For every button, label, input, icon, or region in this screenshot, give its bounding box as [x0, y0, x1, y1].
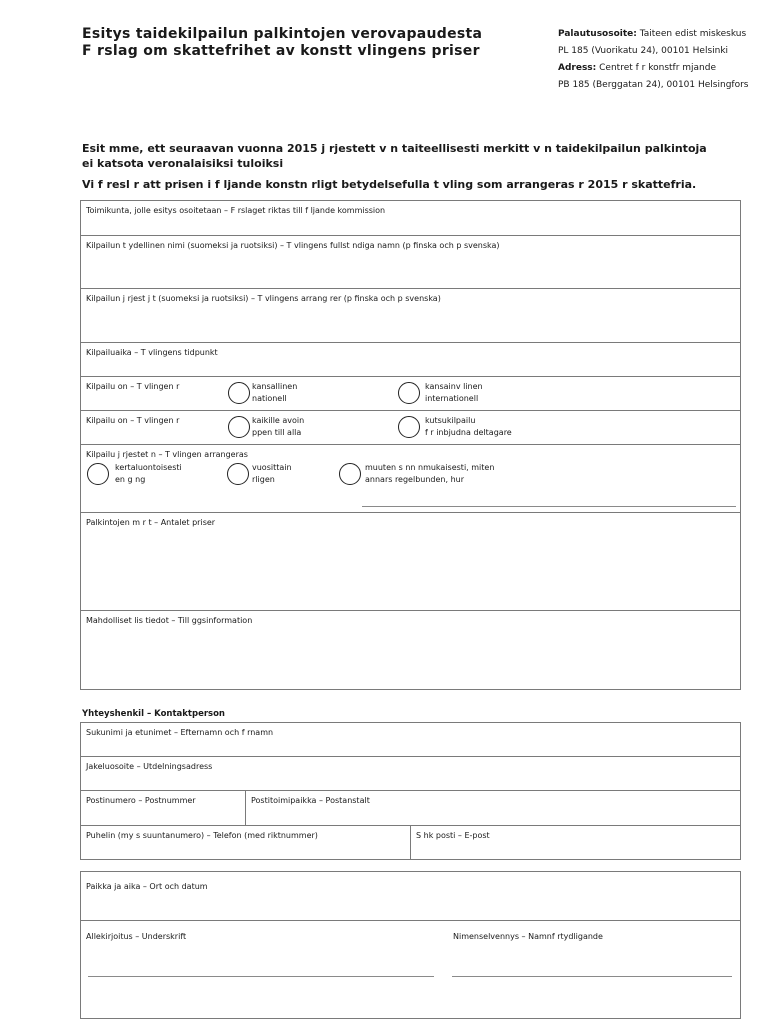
competition-name-field-label[interactable]: Kilpailun t ydellinen nimi (suomeksi ja ruotsiksi) – T vlingens fullst ndiga namn (p finska och p svenska): [86, 241, 500, 250]
radio-national[interactable]: [228, 382, 250, 404]
return-address-label: Palautusosoite:: [558, 29, 637, 39]
option-annually: [252, 462, 292, 486]
divider: [245, 790, 246, 825]
commission-field-label[interactable]: Toimikunta, jolle esitys osoitetaan – F rslaget riktas till f ljande kommission: [86, 206, 386, 215]
option-one-time-sv: en g ng: [115, 475, 146, 484]
intro-finnish-line1: Esit mme, ett seuraavan vuonna 2015 j rjestett v n taiteellisesti merkitt v n taidekilpailun palkintoja: [82, 142, 707, 155]
prizes-field-label[interactable]: Palkintojen m r t – Antalet priser: [86, 518, 216, 527]
radio-one-time[interactable]: [87, 463, 109, 485]
organizer-field-label[interactable]: Kilpailun j rjest j t (suomeksi ja ruotsiksi) – T vlingens arrang rer (p finska och p svenska): [86, 294, 441, 303]
divider: [80, 790, 741, 791]
divider: [80, 610, 741, 611]
competition-time-field-label[interactable]: Kilpailuaika – T vlingens tidpunkt: [86, 348, 218, 357]
option-annually-fi: vuosittain: [252, 463, 292, 472]
option-national-fi: kansallinen: [252, 382, 298, 391]
address-line1: Centret f r konstfr mjande: [599, 63, 716, 73]
place-date-field-label[interactable]: Paikka ja aika – Ort och datum: [86, 882, 208, 891]
access-label: Kilpailu on – T vlingen r: [86, 416, 180, 425]
address-label: Adress:: [558, 63, 597, 73]
option-invitation-sv: f r inbjudna deltagare: [425, 428, 512, 437]
contact-address-field-label[interactable]: Jakeluosoite – Utdelningsadress: [86, 762, 213, 771]
option-open-to-all: [252, 415, 304, 439]
divider: [80, 756, 741, 757]
option-national: [252, 381, 297, 405]
postcode-field-label[interactable]: Postinumero – Postnummer: [86, 796, 196, 805]
option-international-fi: kansainv linen: [425, 382, 483, 391]
email-field-label[interactable]: S hk posti – E-post: [416, 831, 490, 840]
radio-open-to-all[interactable]: [228, 416, 250, 438]
divider: [80, 342, 741, 343]
additional-info-field-label[interactable]: Mahdolliset lis tiedot – Till ggsinformation: [86, 616, 253, 625]
option-otherwise-fi: muuten s nn nmukaisesti, miten: [365, 463, 495, 472]
option-one-time: [115, 462, 182, 486]
divider: [80, 376, 741, 377]
divider: [80, 920, 741, 921]
radio-otherwise-regular[interactable]: [339, 463, 361, 485]
divider: [80, 235, 741, 236]
name-clarification-field-label[interactable]: Nimenselvennys – Namnf rtydligande: [453, 932, 603, 941]
option-open-sv: ppen till alla: [252, 428, 302, 437]
option-international-sv: internationell: [425, 394, 479, 403]
contact-name-field-label[interactable]: Sukunimi ja etunimet – Efternamn och f rnamn: [86, 728, 274, 737]
option-invitation: [425, 415, 512, 439]
divider: [80, 512, 741, 513]
phone-field-label[interactable]: Puhelin (my s suuntanumero) – Telefon (med riktnummer): [86, 831, 318, 840]
radio-invitation[interactable]: [398, 416, 420, 438]
contact-heading: Yhteyshenkil – Kontaktperson: [82, 709, 225, 719]
frequency-how-input-line[interactable]: [362, 506, 736, 507]
divider: [80, 410, 741, 411]
return-address-line1: Taiteen edist miskeskus: [639, 29, 747, 39]
intro-swedish-line: Vi f resl r att prisen i f ljande konstn rligt betydelsefulla t vling som arrangeras r 2015 r skattefria.: [82, 178, 697, 191]
postoffice-field-label[interactable]: Postitoimipaikka – Postanstalt: [251, 796, 370, 805]
form-title-finnish: Esitys taidekilpailun palkintojen verovapaudesta: [82, 26, 483, 42]
option-international: [425, 381, 483, 405]
signature-form: [80, 871, 741, 1019]
radio-international[interactable]: [398, 382, 420, 404]
option-open-fi: kaikille avoin: [252, 416, 305, 425]
frequency-label: Kilpailu j rjestet n – T vlingen arrangeras: [86, 450, 248, 459]
radio-annually[interactable]: [227, 463, 249, 485]
address-line2: PB 185 (Berggatan 24), 00101 Helsingfors: [558, 80, 749, 90]
intro-finnish-line2: ei katsota veronalaisiksi tuloiksi: [82, 157, 284, 170]
name-clarification-line[interactable]: [452, 976, 732, 977]
return-address: [558, 26, 748, 94]
signature-field-label[interactable]: Allekirjoitus – Underskrift: [86, 932, 187, 941]
return-address-line2: PL 185 (Vuorikatu 24), 00101 Helsinki: [558, 46, 729, 56]
divider: [80, 288, 741, 289]
signature-line[interactable]: [88, 976, 434, 977]
option-otherwise-sv: annars regelbunden, hur: [365, 475, 465, 484]
divider: [80, 444, 741, 445]
option-one-time-fi: kertaluontoisesti: [115, 463, 182, 472]
option-annually-sv: rligen: [252, 475, 275, 484]
option-otherwise-regular: [365, 462, 494, 486]
option-invitation-fi: kutsukilpailu: [425, 416, 476, 425]
option-national-sv: nationell: [252, 394, 287, 403]
divider: [410, 825, 411, 860]
scope-label: Kilpailu on – T vlingen r: [86, 382, 180, 391]
form-title-swedish: F rslag om skattefrihet av konstt vlingens priser: [82, 43, 480, 59]
